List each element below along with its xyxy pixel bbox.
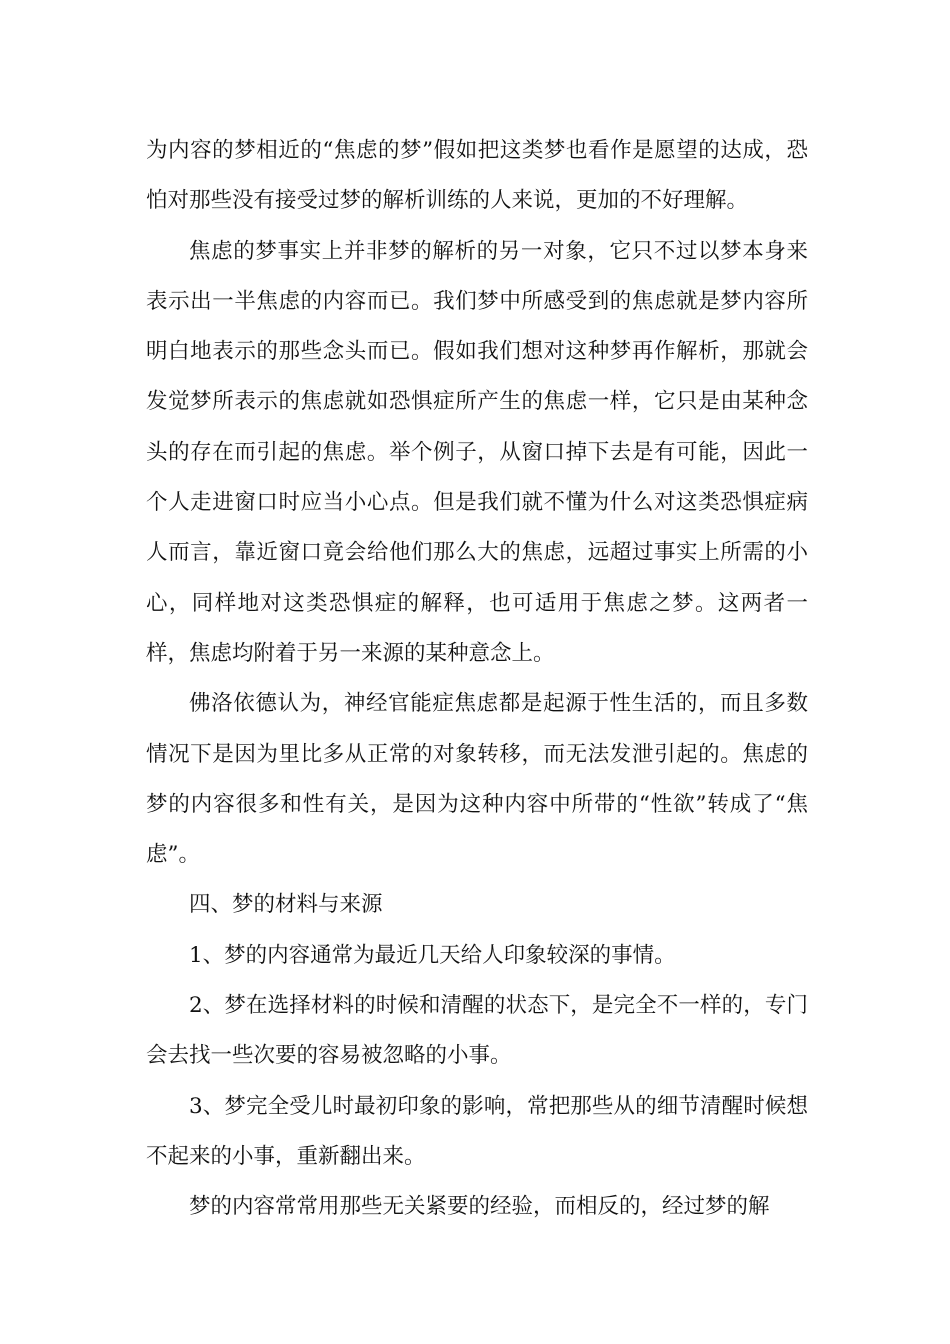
document-body xyxy=(146,126,808,1233)
list-item-1: 1、梦的内容通常为最近几天给人印象较深的事情。 xyxy=(189,942,676,968)
paragraph-freud: 佛洛依德认为，神经官能症焦虑都是起源于性生活的，而且多数情况下是因为里比多从正常的对象转移，而无法发泄引起的。焦虑的梦的内容很多和性有关，是因为这种内容中所带的“性欲”转成了“焦虑”。 xyxy=(146,691,808,868)
list-item-3: 3、梦完全受儿时最初印象的影响，常把那些从的细节清醒时候想不起来的小事，重新翻出来。 xyxy=(146,1093,808,1169)
paragraph-anxiety-dream: 焦虑的梦事实上并非梦的解析的另一对象，它只不过以梦本身来表示出一半焦虑的内容而已。我们梦中所感受到的焦虑就是梦内容所明白地表示的那些念头而已。假如我们想对这种梦再作解析，那就会发觉梦所表示的焦虑就如恐惧症所产生的焦虑一样，它只是由某种念头的存在而引起的焦虑。举个例子，从窗口掉下去是有可能，因此一个人走进窗口时应当小心点。但是我们就不懂为什么对这类恐惧症病人而言，靠近窗口竟会给他们那么大的焦虑，远超过事实上所需的小心，同样地对这类恐惧症的解释，也可适用于焦虑之梦。这两者一样，焦虑均附着于另一来源的某种意念上。 xyxy=(146,238,808,666)
list-item-2: 2、梦在选择材料的时候和清醒的状态下，是完全不一样的，专门会去找一些次要的容易被忽略的小事。 xyxy=(146,993,808,1069)
section-heading: 四、梦的材料与来源 xyxy=(189,892,383,918)
paragraph-continuation: 为内容的梦相近的“焦虑的梦”假如把这类梦也看作是愿望的达成，恐怕对那些没有接受过梦的解析训练的人来说，更加的不好理解。 xyxy=(146,138,808,214)
paragraph-trailing: 梦的内容常常用那些无关紧要的经验，而相反的，经过梦的解 xyxy=(189,1194,770,1220)
